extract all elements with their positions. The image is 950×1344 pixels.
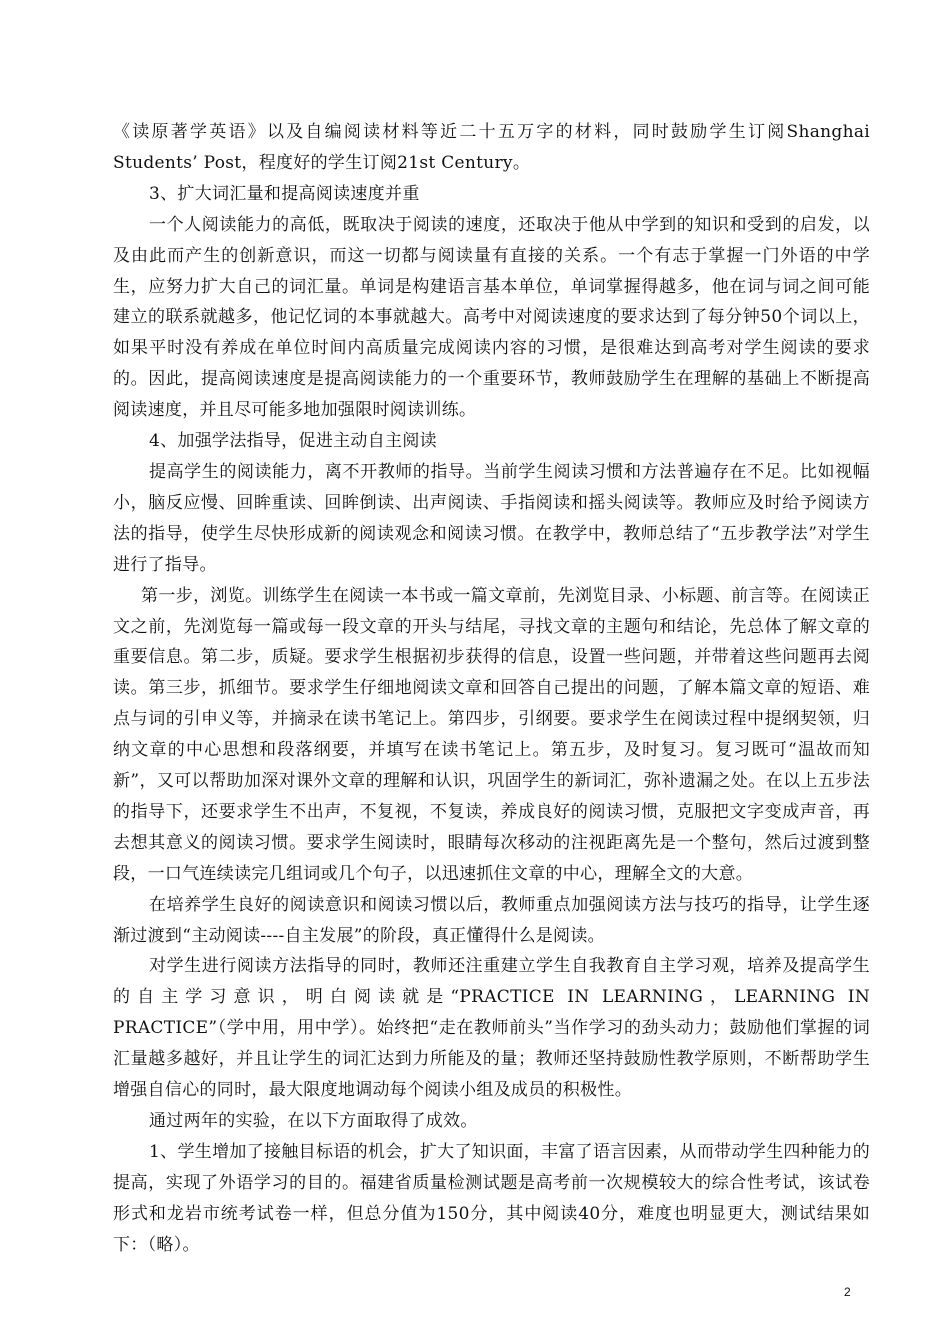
paragraph-results-intro: 通过两年的实验，在以下方面取得了成效。 [149, 1111, 478, 1131]
document-body [113, 117, 870, 1261]
paragraph-vocabulary-speed: 一个人阅读能力的高低，既取决于阅读的速度，还取决于他从中学到的知识和受到的启发，以及由此而产生的创新意识，而这一切都与阅读量有直接的关系。一个有志于掌握一门外语的中学生，应努力扩大自己的词汇量。单词是构建语言基本单位，单词掌握得越多，他在词与词之间可能建立的联系就越多，他记忆词的本事就越大。高考中对阅读速度的要求达到了每分钟50个词以上，如果平时没有养成在单位时间内高质量完成阅读内容的习惯，是很难达到高考对学生阅读的要求的。因此，提高阅读速度是提高阅读能力的一个重要环节，教师鼓励学生在理解的基础上不断提高阅读速度，并且尽可能多地加强限时阅读训练。 [113, 214, 870, 421]
section-heading-3: 3、扩大词汇量和提高阅读速度并重 [149, 183, 420, 204]
section-heading-4: 4、加强学法指导，促进主动自主阅读 [149, 431, 437, 452]
paragraph-reading-methods: 在培养学生良好的阅读意识和阅读习惯以后，教师重点加强阅读方法与技巧的指导，让学生逐渐过渡到“主动阅读----自主发展”的阶段，真正懂得什么是阅读。 [113, 894, 870, 946]
paragraph-five-steps: 第一步，浏览。训练学生在阅读一本书或一篇文章前，先浏览目录、小标题、前言等。在阅读正文之前，先浏览每一篇或每一段文章的开头与结尾，寻找文章的主题句和结论，先总体了解文章的重要信息。第二步，质疑。要求学生根据初步获得的信息，设置一些问题，并带着这些问题再去阅读。第三步，抓细节。要求学生仔细地阅读文章和回答自己提出的问题，了解本篇文章的短语、难点与词的引申义等，并摘录在读书笔记上。第四步，引纲要。要求学生在阅读过程中提纲契领，归纳文章的中心思想和段落纲要，并填写在读书笔记上。第五步，及时复习。复习既可“温故而知新”，又可以帮助加深对课外文章的理解和认识，巩固学生的新词汇，弥补遗漏之处。在以上五步法的指导下，还要求学生不出声，不复视，不复读，养成良好的阅读习惯，克服把文字变成声音，再去想其意义的阅读习惯。要求学生阅读时，眼睛每次移动的注视距离先是一个整句，然后过渡到整段，一口气连续读完几组词或几个句子，以迅速抓住文章的中心，理解全文的大意。 [113, 585, 870, 884]
page-number: 2 [844, 1285, 851, 1299]
paragraph-result-1: 1、学生增加了接触目标语的机会，扩大了知识面，丰富了语言因素，从而带动学生四种能力的提高，实现了外语学习的目的。福建省质量检测试题是高考前一次规模较大的综合性考试，该试卷形式和龙岩市统考试卷一样，但总分值为150分，其中阅读40分，难度也明显更大，测试结果如下：（略）。 [113, 1141, 870, 1255]
paragraph-autonomous-learning: 对学生进行阅读方法指导的同时，教师还注重建立学生自我教育自主学习观，培养及提高学生的自主学习意识，明白阅读就是“PRACTICE IN LEARNING，LEARNING IN PRACTICE”（学中用，用中学）。始终把“走在教师前头”当作学习的劲头动力；鼓励他们掌握的词汇量越多越好，并且让学生的词汇达到力所能及的量；教师还坚持鼓励性教学原则，不断帮助学生增强自信心的同时，最大限度地调动每个阅读小组及成员的积极性。 [113, 956, 870, 1101]
paragraph-continuation: 《读原著学英语》以及自编阅读材料等近二十五万字的材料，同时鼓励学生订阅Shanghai Students’ Post，程度好的学生订阅21st Century。 [113, 122, 870, 173]
paragraph-teacher-guidance: 提高学生的阅读能力，离不开教师的指导。当前学生阅读习惯和方法普遍存在不足。比如视幅小，脑反应慢、回眸重读、回眸倒读、出声阅读、手指阅读和摇头阅读等。教师应及时给予阅读方法的指导，使学生尽快形成新的阅读观念和阅读习惯。在教学中，教师总结了“五步教学法”对学生进行了指导。 [113, 461, 870, 575]
